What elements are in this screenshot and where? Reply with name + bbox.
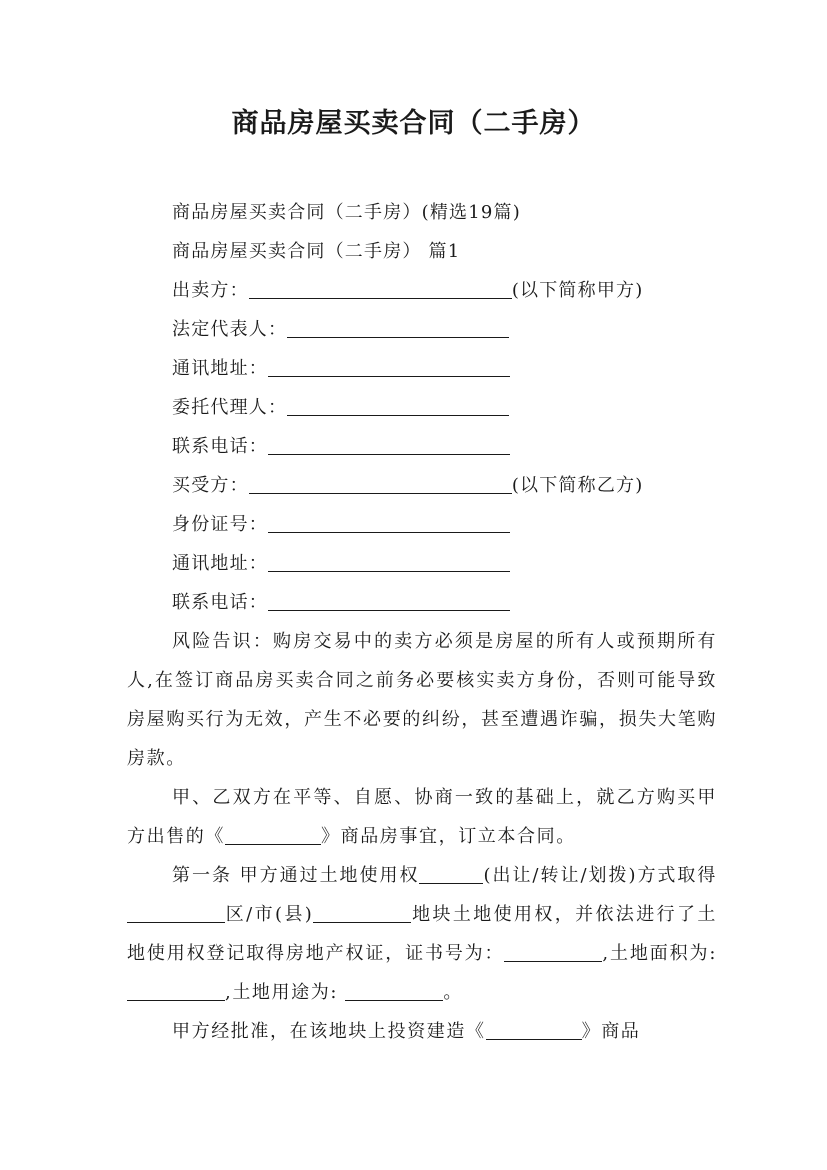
seller-line	[127, 271, 717, 310]
buyer-blank	[249, 473, 512, 494]
agreement-suffix: 》商品房事宜，订立本合同。	[321, 826, 576, 847]
seller-phone-blank	[268, 434, 510, 455]
plot-blank	[313, 902, 411, 923]
buyer-id-label: 身份证号：	[172, 514, 268, 535]
article-1-part-1: 第一条 甲方通过土地使用权	[172, 865, 420, 886]
agent-label: 委托代理人：	[172, 397, 288, 418]
seller-phone-line	[127, 427, 717, 466]
article-1-part-6: ,土地用途为:	[225, 982, 346, 1003]
agent-line	[127, 388, 717, 427]
seller-address-label: 通讯地址：	[172, 358, 268, 379]
buyer-phone-line	[127, 583, 717, 622]
legal-rep-blank	[287, 317, 509, 338]
seller-phone-label: 联系电话：	[172, 436, 268, 457]
buyer-label: 买受方：	[172, 475, 249, 496]
approval-suffix: 》商品	[581, 1021, 641, 1042]
subtitle-line: 商品房屋买卖合同（二手房）(精选19篇)	[172, 202, 521, 223]
seller-blank	[249, 278, 512, 299]
article-1-part-5: ,土地面积为:	[602, 943, 717, 964]
buyer-phone-label: 联系电话：	[172, 592, 268, 613]
buyer-suffix: (以下简称乙方)	[511, 475, 644, 496]
property-name-blank	[225, 824, 321, 845]
buyer-address-label: 通讯地址：	[172, 553, 268, 574]
agent-blank	[287, 395, 509, 416]
buyer-id-blank	[268, 512, 510, 533]
seller-suffix: (以下简称甲方)	[511, 280, 644, 301]
article-1-part-2: (出让/转让/划拨)方式取得	[483, 865, 717, 886]
buyer-id-line	[127, 505, 717, 544]
approval-paragraph	[127, 1012, 717, 1051]
article-1-paragraph	[127, 856, 717, 1012]
article-1-part-7: 。	[443, 982, 463, 1003]
document-title: 商品房屋买卖合同（二手房）	[231, 108, 596, 139]
buyer-address-line	[127, 544, 717, 583]
seller-label: 出卖方：	[172, 280, 249, 301]
buyer-phone-blank	[268, 590, 510, 611]
project-name-blank	[486, 1019, 582, 1040]
seller-address-blank	[268, 356, 510, 377]
section-heading: 商品房屋买卖合同（二手房） 篇1	[172, 241, 461, 262]
buyer-line	[127, 466, 717, 505]
buyer-address-blank	[268, 551, 510, 572]
risk-paragraph: 风险告识：购房交易中的卖方必须是房屋的所有人或预期所有人,在签订商品房买卖合同之前务必要核实卖方身份，否则可能导致房屋购买行为无效，产生不必要的纠纷，甚至遭遇诈骗，损失大笔购房款。	[127, 631, 717, 769]
legal-rep-label: 法定代表人：	[172, 319, 288, 340]
seller-address-line	[127, 349, 717, 388]
district-blank	[127, 902, 225, 923]
land-right-blank	[419, 863, 483, 884]
certificate-blank	[504, 941, 602, 962]
agreement-prefix: 甲、乙双方在平等、自愿、协商一致的基础上，就乙方购买甲方出售的《	[127, 787, 717, 847]
article-1-part-3: 区/市(县)	[225, 904, 314, 925]
land-use-blank	[345, 980, 443, 1001]
document-body	[127, 193, 717, 1051]
article-1-part-4: 地块土地使用权，并依法进行了土地使用权登记取得房地产权证，证书号为：	[127, 904, 718, 964]
agreement-paragraph	[127, 778, 717, 856]
approval-prefix: 甲方经批准，在该地块上投资建造《	[172, 1021, 486, 1042]
legal-rep-line	[127, 310, 717, 349]
land-area-blank	[127, 980, 225, 1001]
